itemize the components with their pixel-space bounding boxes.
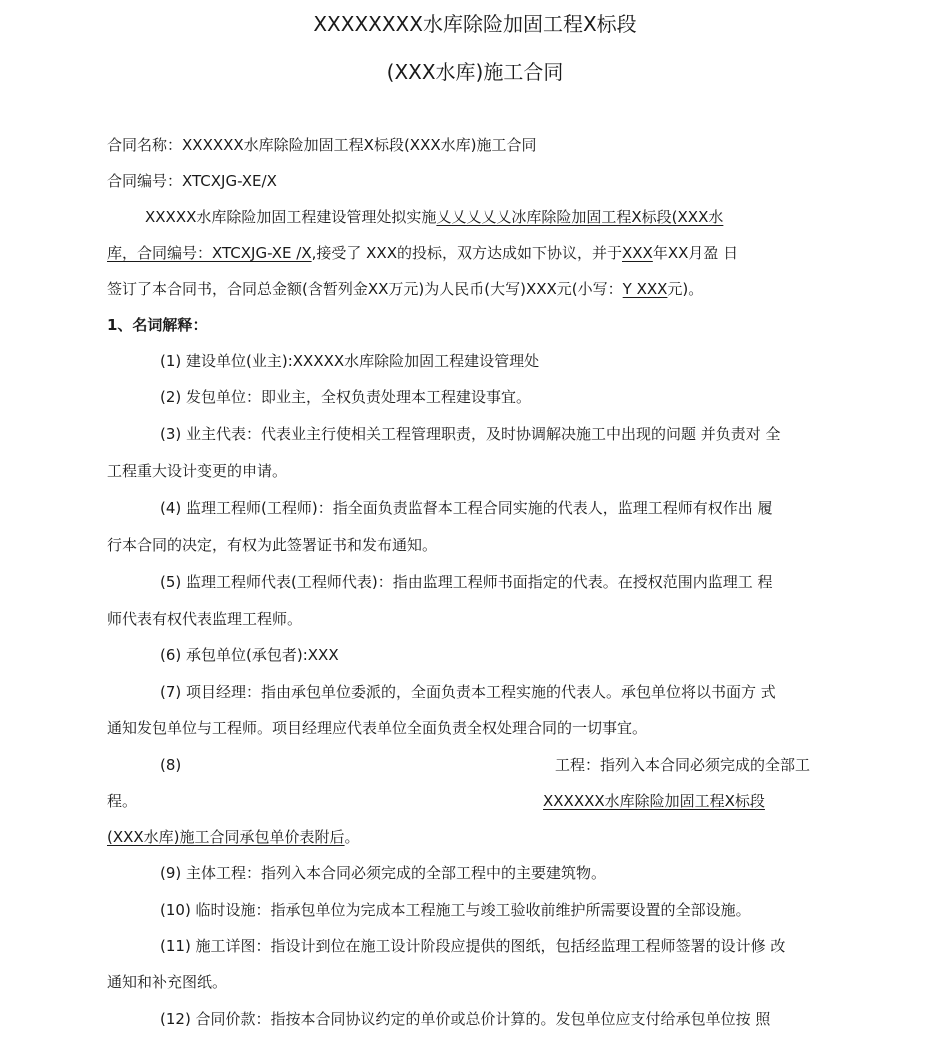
contract-name-value: XXXXXX水库除险加固工程X标段(XXX水库)施工合同 bbox=[182, 136, 537, 154]
section-heading: 1、名词解释： bbox=[107, 316, 208, 334]
definition-item-7-cont: 通知发包单位与工程师。项目经理应代表单位全面负责全权处理合同的一切事宜。 bbox=[107, 719, 648, 737]
document-subtitle: (XXX水库)施工合同 bbox=[386, 60, 564, 84]
definition-item-5-cont: 师代表有权代表监理工程师。 bbox=[107, 610, 303, 628]
definition-item-7: (7) 项目经理：指由承包单位委派的，全面负责本工程实施的代表人。承包单位将以书面方 式 bbox=[160, 683, 776, 701]
period: 。 bbox=[344, 828, 360, 846]
intro-line-2 bbox=[107, 243, 738, 263]
intro-underlined-project: 乂乂乂乂乂冰库除险加固工程X标段(XXX水 bbox=[436, 208, 724, 226]
definition-item-3: (3) 业主代表：代表业主行使相关工程管理职责，及时协调解决施工中出现的问题 并负责对 全 bbox=[160, 425, 781, 443]
contract-code-label: 合同编号： bbox=[107, 172, 183, 190]
intro-text: 元)。 bbox=[667, 280, 704, 298]
document-title: XXXXXXXX水库除险加固工程X标段 bbox=[313, 12, 637, 36]
definition-item-4-cont: 行本合同的决定，有权为此签署证书和发布通知。 bbox=[107, 536, 438, 554]
definition-item-5: (5) 监理工程师代表(工程师代表)：指由监理工程师书面指定的代表。在授权范围内监理工 程 bbox=[160, 573, 773, 591]
definition-item-3-cont: 工程重大设计变更的申请。 bbox=[107, 462, 288, 480]
definition-item-1: (1) 建设单位(业主):XXXXX水库除险加固工程建设管理处 bbox=[160, 352, 540, 370]
intro-text: XXXXX水库除险加固工程建设管理处拟实施 bbox=[145, 208, 437, 226]
contract-name-line bbox=[107, 135, 536, 155]
intro-line-3 bbox=[107, 279, 703, 299]
contract-code-value: XTCXJG-XE/X bbox=[182, 172, 277, 190]
intro-underlined-year: XXX bbox=[622, 244, 653, 262]
definition-item-12: (12) 合同价款：指按本合同协议约定的单价或总价计算的。发包单位应支付给承包单位按 照 bbox=[160, 1010, 771, 1028]
definition-item-8-cont-2 bbox=[107, 827, 360, 847]
definition-item-2: (2) 发包单位：即业主，全权负责处理本工程建设事宜。 bbox=[160, 388, 532, 406]
intro-line-1 bbox=[145, 207, 723, 227]
unit-price-table-ref: (XXX水库)施工合同承包单价表附后 bbox=[107, 828, 345, 846]
definition-item-6: (6) 承包单位(承包者):XXX bbox=[160, 646, 339, 664]
definition-item-11-cont: 通知和补充图纸。 bbox=[107, 973, 228, 991]
intro-underlined-code: 库，合同编号：XTCXJG-XE /X bbox=[107, 244, 312, 262]
definition-item-4: (4) 监理工程师(工程师)：指全面负责监督本工程合同实施的代表人，监理工程师有权作出 履 bbox=[160, 499, 773, 517]
definition-item-8-number: (8) bbox=[160, 756, 182, 774]
definition-item-9: (9) 主体工程：指列入本合同必须完成的全部工程中的主要建筑物。 bbox=[160, 864, 607, 882]
definition-item-8-text: 工程：指列入本合同必须完成的全部工 bbox=[555, 756, 811, 774]
contract-code-line bbox=[107, 171, 277, 191]
intro-text: 年XX月盈 日 bbox=[652, 244, 739, 262]
definition-item-8-cont: 程。 bbox=[107, 792, 138, 810]
definition-item-10: (10) 临时设施：指承包单位为完成本工程施工与竣工验收前维护所需要设置的全部设施。 bbox=[160, 901, 751, 919]
intro-text: ,接受了 XXX的投标，双方达成如下协议，并于 bbox=[311, 244, 622, 262]
intro-underlined-amount: Y XXX bbox=[622, 280, 668, 298]
definition-item-11: (11) 施工详图：指设计到位在施工设计阶段应提供的图纸，包括经监理工程师签署的设计修 改 bbox=[160, 937, 786, 955]
intro-text: 签订了本合同书，合同总金额(含暂列金XX万元)为人民币(大写)XXX元(小写： bbox=[107, 280, 623, 298]
definition-item-8-project: XXXXXX水库除险加固工程X标段 bbox=[543, 792, 765, 810]
contract-name-label: 合同名称： bbox=[107, 136, 183, 154]
